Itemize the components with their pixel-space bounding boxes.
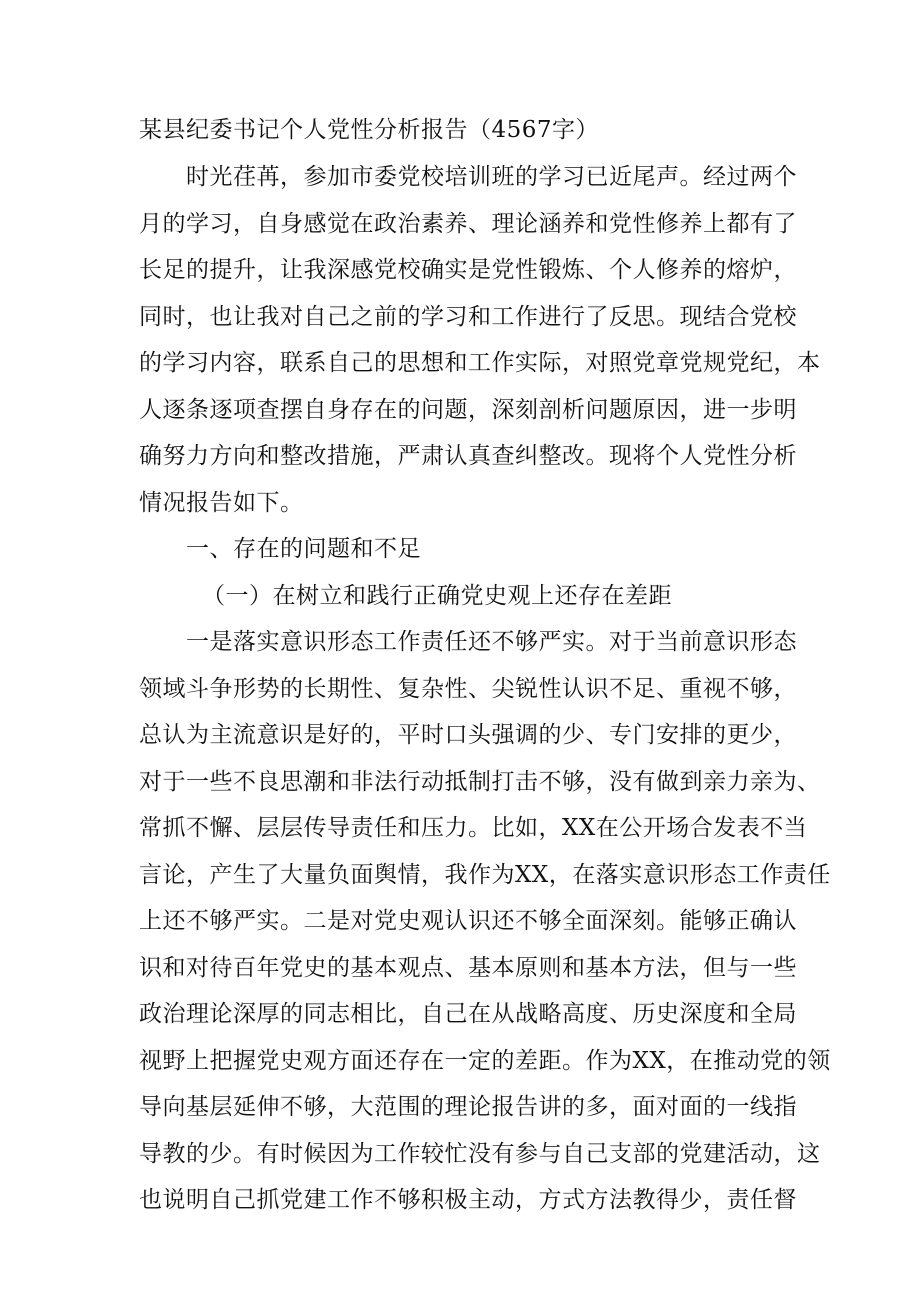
section-heading: 一、存在的问题和不足 — [186, 536, 421, 562]
paragraph-line: 视野上把握党史观方面还存在一定的差距。作为XX，在推动党的领 — [139, 1048, 831, 1074]
paragraph-line: 常抓不懈、层层传导责任和压力。比如，XX在公开场合发表不当 — [139, 815, 808, 841]
paragraph-line: 一是落实意识形态工作责任还不够严实。对于当前意识形态 — [186, 629, 797, 655]
paragraph-line: 总认为主流意识是好的，平时口头强调的少、专门安排的更少， — [139, 722, 797, 748]
subsection-heading: （一）在树立和践行正确党史观上还存在差距 — [202, 583, 672, 609]
paragraph-line: 对于一些不良思潮和非法行动抵制打击不够，没有做到亲力亲为、 — [139, 769, 821, 795]
paragraph-line: 确努力方向和整改措施，严肃认真查纠整改。现将个人党性分析 — [139, 443, 797, 469]
paragraph-line: 导向基层延伸不够，大范围的理论报告讲的多，面对面的一线指 — [139, 1094, 797, 1120]
paragraph-line: 时光荏苒，参加市委党校培训班的学习已近尾声。经过两个 — [186, 164, 797, 190]
paragraph-line: 同时，也让我对自己之前的学习和工作进行了反思。现结合党校 — [139, 304, 797, 330]
paragraph-line: 情况报告如下。 — [139, 490, 304, 516]
paragraph-line: 领域斗争形势的长期性、复杂性、尖锐性认识不足、重视不够， — [139, 676, 797, 702]
paragraph-line: 月的学习，自身感觉在政治素养、理论涵养和党性修养上都有了 — [139, 211, 797, 237]
document-title: 某县纪委书记个人党性分析报告（4567字） — [139, 117, 600, 143]
paragraph-line: 的学习内容，联系自己的思想和工作实际，对照党章党规党纪，本 — [139, 350, 821, 376]
paragraph-line: 也说明自己抓党建工作不够积极主动，方式方法教得少，责任督 — [139, 1187, 797, 1213]
paragraph-line: 上还不够严实。二是对党史观认识还不够全面深刻。能够正确认 — [139, 908, 797, 934]
paragraph-line: 长足的提升，让我深感党校确实是党性锻炼、个人修养的熔炉， — [139, 257, 797, 283]
paragraph-line: 识和对待百年党史的基本观点、基本原则和基本方法，但与一些 — [139, 955, 797, 981]
paragraph-line: 导教的少。有时候因为工作较忙没有参与自己支部的党建活动，这 — [139, 1141, 821, 1167]
paragraph-line: 言论，产生了大量负面舆情，我作为XX，在落实意识形态工作责任 — [139, 862, 831, 888]
paragraph-line: 政治理论深厚的同志相比，自己在从战略高度、历史深度和全局 — [139, 1001, 797, 1027]
paragraph-line: 人逐条逐项查摆自身存在的问题，深刻剖析问题原因，进一步明 — [139, 397, 797, 423]
